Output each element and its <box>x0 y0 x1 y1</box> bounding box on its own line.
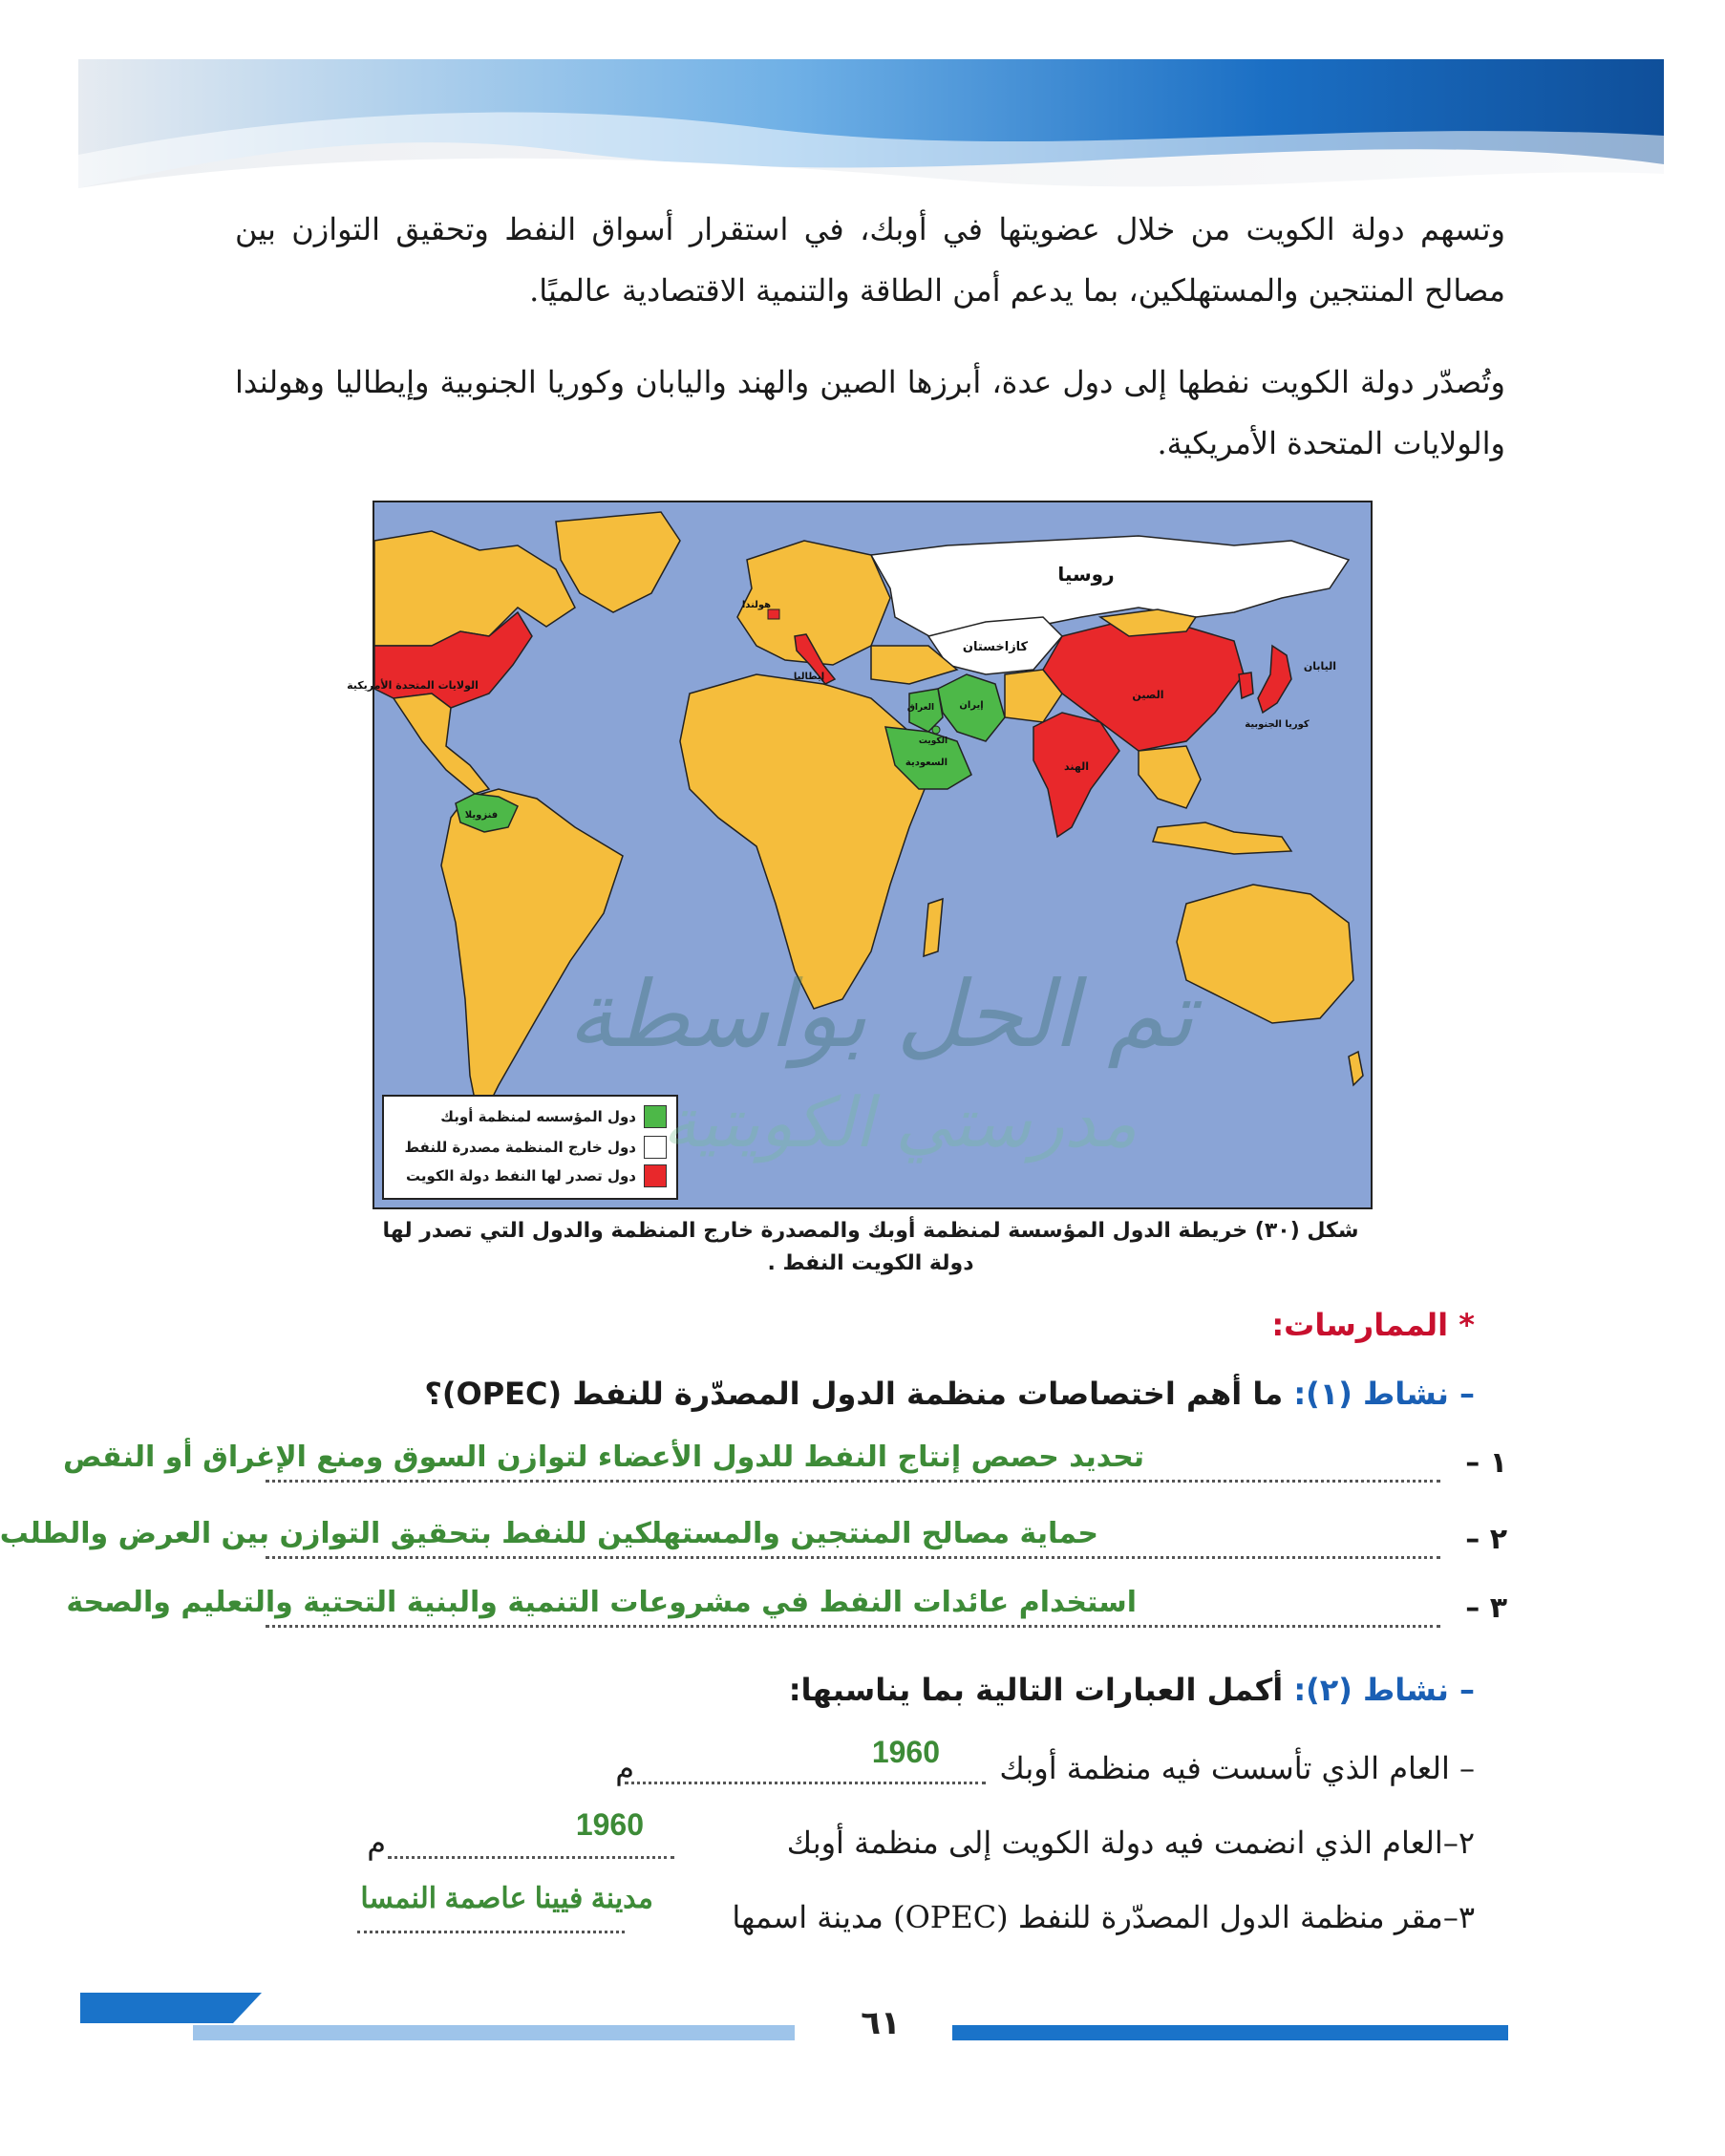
page-number: ٦١ <box>861 2004 901 2042</box>
intro-paragraph-1: وتسهم دولة الكويت من خلال عضويتها في أوبك، في استقرار أسواق النفط وتحقيق التوازن بين مصالح المنتجين والمستهلكين، بما يدعم أمن الطاقة والتنمية الاقتصادية عالميًا. <box>235 211 1505 309</box>
label-netherlands: هولندا <box>741 600 772 610</box>
label-kuwait: الكويت <box>918 736 948 746</box>
korea-country <box>1239 672 1253 698</box>
legend-item-founders <box>440 1104 667 1129</box>
activity-1-title <box>424 1376 1475 1412</box>
answer-text: استخدام عائدات النفط في مشروعات التنمية والبنية التحتية والتعليم والصحة <box>66 1586 1137 1619</box>
activity-2-title <box>789 1672 1475 1708</box>
activity-2-item-2[interactable] <box>329 1807 1475 1868</box>
activity-1-prefix: – نشاط (١): <box>1293 1376 1475 1412</box>
activity-2-item-3[interactable] <box>329 1883 1475 1943</box>
activity-1-answer-3[interactable] <box>66 1586 1507 1633</box>
footer-bar-dark <box>952 2025 1508 2040</box>
fill-question: – العام الذي تأسست فيه منظمة أوبك <box>999 1750 1475 1786</box>
label-venezuela: فنزويلا <box>464 810 499 821</box>
activity-2-question: أكمل العبارات التالية بما يناسبها: <box>788 1672 1284 1708</box>
legend-swatch <box>644 1164 667 1187</box>
map-legend <box>382 1095 678 1200</box>
fill-question: ٢–العام الذي انضمت فيه دولة الكويت إلى منظمة أوبك <box>786 1825 1475 1861</box>
world-map-figure <box>347 501 1373 1209</box>
label-russia: روسيا <box>1057 563 1115 586</box>
header-wave-banner <box>78 59 1664 188</box>
legend-label: دول المؤسسه لمنظمة أوبك <box>440 1108 636 1125</box>
legend-label: دول خارج المنظمة مصدرة للنفط <box>404 1139 636 1156</box>
watermark-line-2: مدرستي الكويتية <box>662 1082 1138 1163</box>
fill-answer: 1960 <box>575 1807 644 1842</box>
footer-bar-light <box>193 2025 795 2040</box>
fill-answer: 1960 <box>871 1735 940 1769</box>
answer-number: ٣ – <box>1465 1591 1507 1625</box>
activity-1-question: ما أهم اختصاصات منظمة الدول المصدّرة للنفط (OPEC)؟ <box>424 1376 1284 1412</box>
label-iran: إيران <box>959 700 984 711</box>
practices-heading: * الممارسات: <box>1271 1307 1475 1343</box>
fill-answer: مدينة فيينا عاصمة النمسا <box>360 1883 653 1914</box>
answer-number: ١ – <box>1465 1446 1507 1480</box>
dotted-line <box>357 1931 625 1933</box>
dotted-line <box>625 1782 986 1784</box>
label-usa: الولايات المتحدة الأمريكية <box>347 679 479 692</box>
netherlands-country <box>768 609 779 619</box>
watermark-line-1: تم الحل بواسطة <box>567 961 1194 1068</box>
legend-item-importers <box>406 1163 667 1188</box>
intro-paragraph-2: وتُصدّر دولة الكويت نفطها إلى دول عدة، أبرزها الصين والهند واليابان وكوريا الجنوبية وإيطاليا وهولندا والولايات المتحدة الأمريكية. <box>235 364 1505 461</box>
dotted-line <box>266 1556 1440 1559</box>
label-korea: كوريا الجنوبية <box>1245 719 1310 730</box>
activity-2-item-1[interactable] <box>520 1735 1475 1794</box>
label-italy: إيطاليا <box>793 672 825 682</box>
label-china: الصين <box>1132 689 1164 701</box>
kuwait-country <box>932 726 940 734</box>
legend-swatch <box>644 1136 667 1159</box>
legend-label: دول تصدر لها النفط دولة الكويت <box>406 1167 636 1185</box>
fill-question: ٣–مقر منظمة الدول المصدّرة للنفط (OPEC) مدينة اسمها <box>732 1899 1475 1935</box>
dotted-line <box>266 1480 1440 1483</box>
activity-1-answer-1[interactable] <box>62 1441 1507 1488</box>
legend-swatch <box>644 1105 667 1128</box>
answer-number: ٢ – <box>1465 1523 1507 1556</box>
activity-1-answer-2[interactable] <box>0 1517 1507 1565</box>
fill-unit: م <box>615 1750 634 1786</box>
label-saudi: السعودية <box>905 758 948 768</box>
footer-accent-left <box>80 1993 262 2023</box>
answer-text: تحديد حصص إنتاج النفط للدول الأعضاء لتوازن السوق ومنع الإغراق أو النقص <box>62 1441 1144 1474</box>
fill-unit: م <box>367 1825 386 1861</box>
label-india: الهند <box>1063 760 1090 773</box>
dotted-line <box>266 1625 1440 1628</box>
dotted-line <box>388 1856 674 1859</box>
activity-2-prefix: – نشاط (٢): <box>1293 1672 1475 1708</box>
legend-item-non-opec <box>405 1135 668 1160</box>
label-kazakhstan: كازاخستان <box>962 640 1029 654</box>
label-japan: اليابان <box>1303 660 1337 672</box>
figure-caption: شكل (٣٠) خريطة الدول المؤسسة لمنظمة أوبك والمصدرة خارج المنظمة والدول التي تصدر لها دولة الكويت النفط . <box>382 1219 1359 1275</box>
answer-text: حماية مصالح المنتجين والمستهلكين للنفط بتحقيق التوازن بين العرض والطلب <box>0 1517 1098 1550</box>
label-iraq: العراق <box>906 703 935 713</box>
